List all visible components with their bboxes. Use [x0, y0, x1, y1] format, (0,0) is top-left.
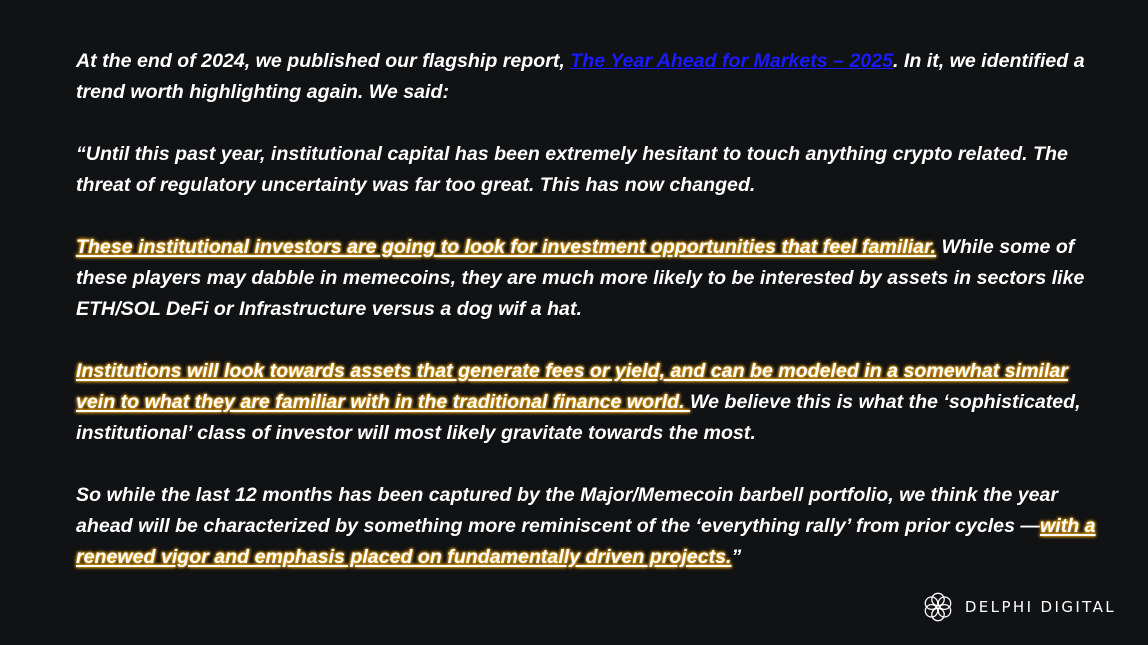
quote-text-1: “Until this past year, institutional capital has been extremely hesitant to touch anything crypto related. The threat of regulatory uncertainty was far too great. This has now changed. — [76, 143, 1068, 196]
highlighted-text-1: These institutional investors are going to look for investment opportunities that feel familiar. — [76, 236, 937, 258]
quote-paragraph-3 — [76, 356, 1106, 449]
quote-paragraph-1 — [76, 139, 1106, 201]
quote-paragraph-4 — [76, 480, 1106, 573]
report-link[interactable]: The Year Ahead for Markets – 2025 — [570, 50, 893, 72]
delphi-flower-logo-icon — [921, 590, 955, 624]
delphi-brand — [921, 590, 1116, 624]
intro-text: At the end of 2024, we published our flagship report, — [76, 50, 571, 72]
quote-text-4: So while the last 12 months has been captured by the Major/Memecoin barbell portfolio, we think the year ahead will be characterized by something more reminiscent of the ‘everything rally’ from prior cycles — — [76, 484, 1059, 537]
intro-after-text: . In it, we identified a trend worth highlighting again. We said: — [76, 50, 1085, 103]
quote-text-3: We believe this is what the ‘sophisticated, institutional’ class of investor will most likely gravitate towards the most. — [76, 391, 1081, 444]
highlighted-text-2: Institutions will look towards assets that generate fees or yield, and can be modeled in a somewhat similar vein to what they are familiar with in the traditional finance world. — [76, 360, 1068, 413]
quote-slide — [76, 46, 1106, 604]
intro-paragraph — [76, 46, 1106, 108]
quote-text-2: While some of these players may dabble in memecoins, they are much more likely to be interested by assets in sectors like ETH/SOL DeFi or Infrastructure versus a dog wif a hat. — [76, 236, 1085, 320]
quote-paragraph-2 — [76, 232, 1106, 325]
highlighted-text-3: with a renewed vigor and emphasis placed on fundamentally driven projects. — [76, 515, 1096, 568]
brand-name: DELPHI DIGITAL — [964, 598, 1116, 616]
closing-quote: ” — [731, 546, 742, 568]
